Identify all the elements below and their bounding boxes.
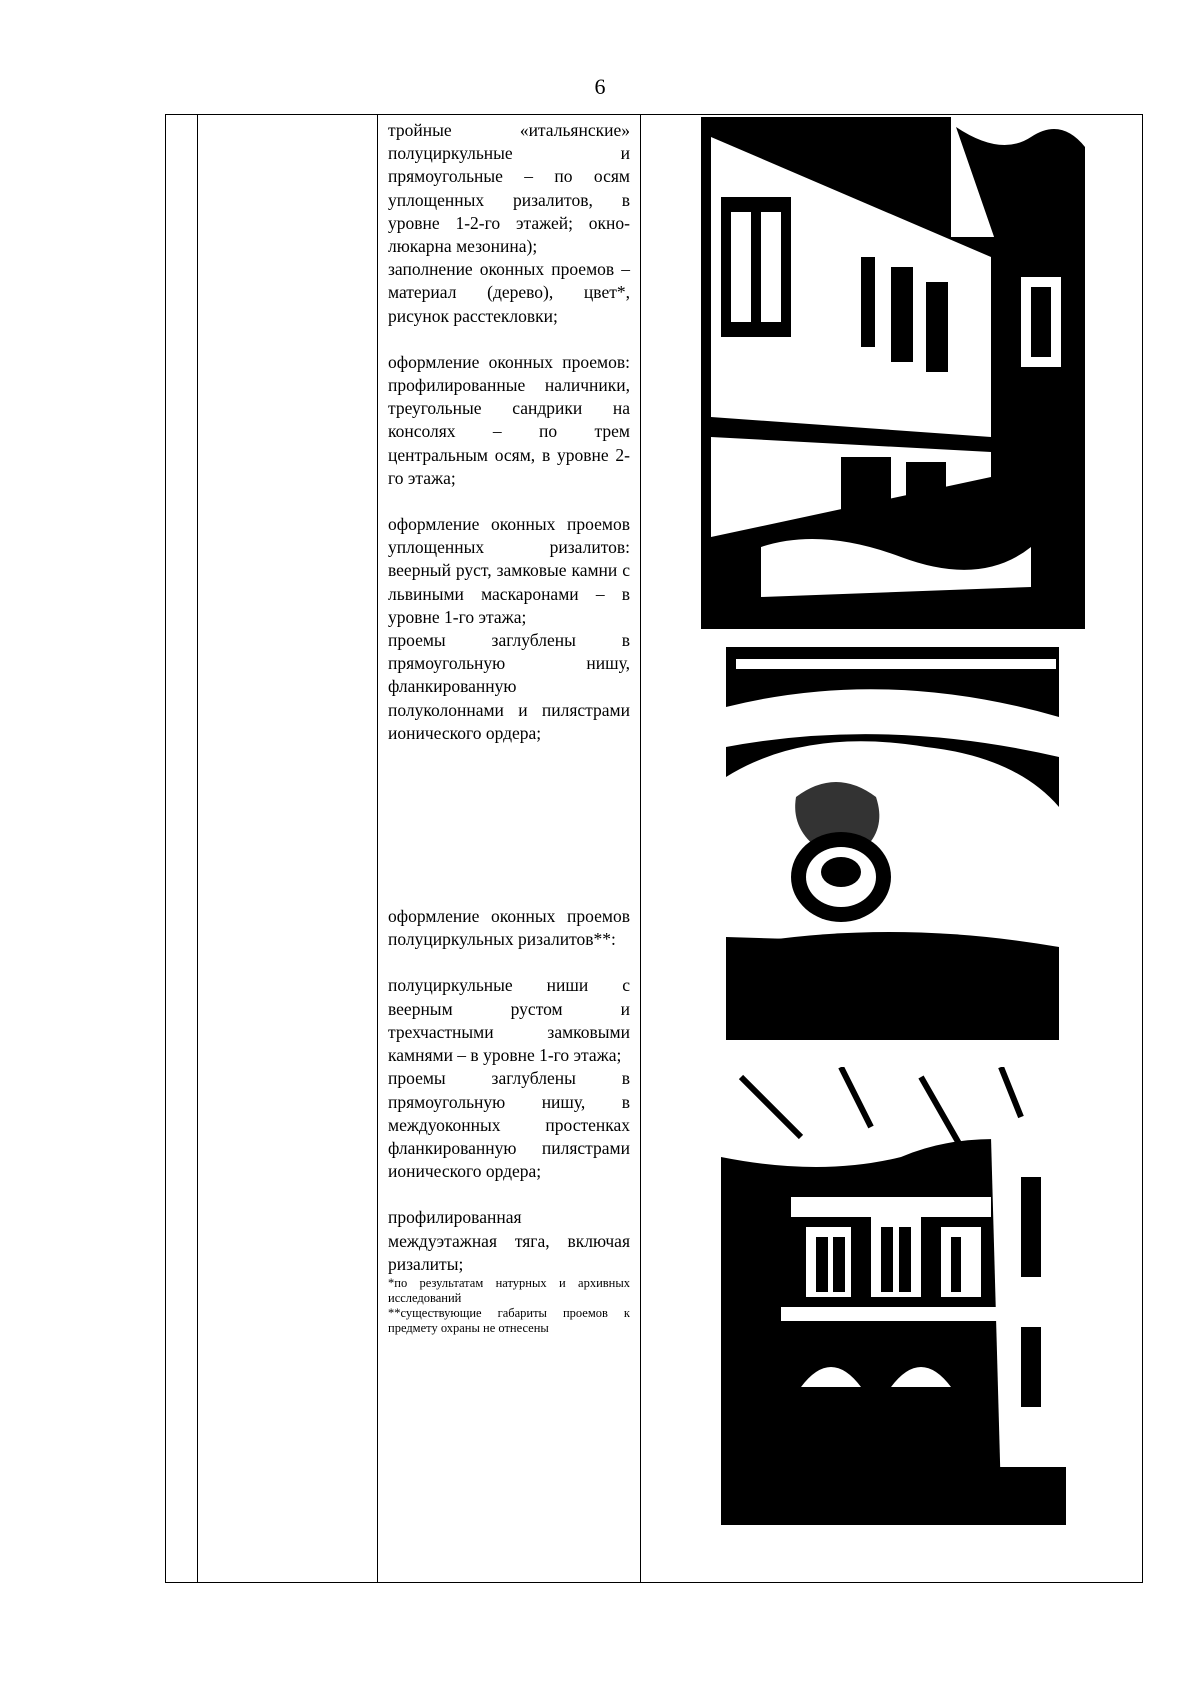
text-block: оформление оконных проемов уплощенных ризалитов: веерный руст, замковые камни с львиными маскаронами – в уровне 1-го этажа;	[388, 514, 630, 627]
column-divider-1	[197, 115, 198, 1582]
text-block: оформление оконных проемов полуциркульных ризалитов**:	[388, 906, 630, 950]
facade-corner-photo	[701, 117, 1085, 629]
footnote: *по результатам натурных и архивных исследований	[388, 1275, 630, 1305]
text-block: проемы заглублены в прямоугольную нишу, фланкированную полуколоннами и пилястрами ионического ордера;	[388, 630, 630, 743]
document-table	[165, 114, 1143, 1583]
text-block: проемы заглублены в прямоугольную нишу, в междуоконных простенках фланкированную пилястрами ионического ордера;	[388, 1068, 630, 1182]
footnote: **существующие габариты проемов к предмету охраны не отнесены	[388, 1305, 630, 1335]
page-number: 6	[594, 74, 606, 99]
lion-mascaron-photo	[726, 647, 1059, 1040]
text-block: оформление оконных проемов: профилированные наличники, треугольные сандрики на консолях – по трем центральным осям, в уровне 2-го этажа;	[388, 351, 630, 488]
semicircular-bay-photo	[721, 1067, 1066, 1525]
text-block: профилированная междуэтажная тяга, включая ризалиты;	[388, 1207, 630, 1274]
text-block: полуциркульные ниши с веерным рустом и трехчастными замковыми камнями – в уровне 1-го этажа;	[388, 975, 630, 1066]
text-block: тройные «итальянские» полуциркульные и прямоугольные – по осям уплощенных ризалитов, в уровне 1-2-го этажей; окно-люкарна мезонина);	[388, 120, 630, 257]
column-divider-3	[640, 115, 641, 1582]
text-block: заполнение оконных проемов – материал (дерево), цвет*, рисунок расстекловки;	[388, 259, 630, 326]
protection-subject-description	[377, 115, 640, 1582]
